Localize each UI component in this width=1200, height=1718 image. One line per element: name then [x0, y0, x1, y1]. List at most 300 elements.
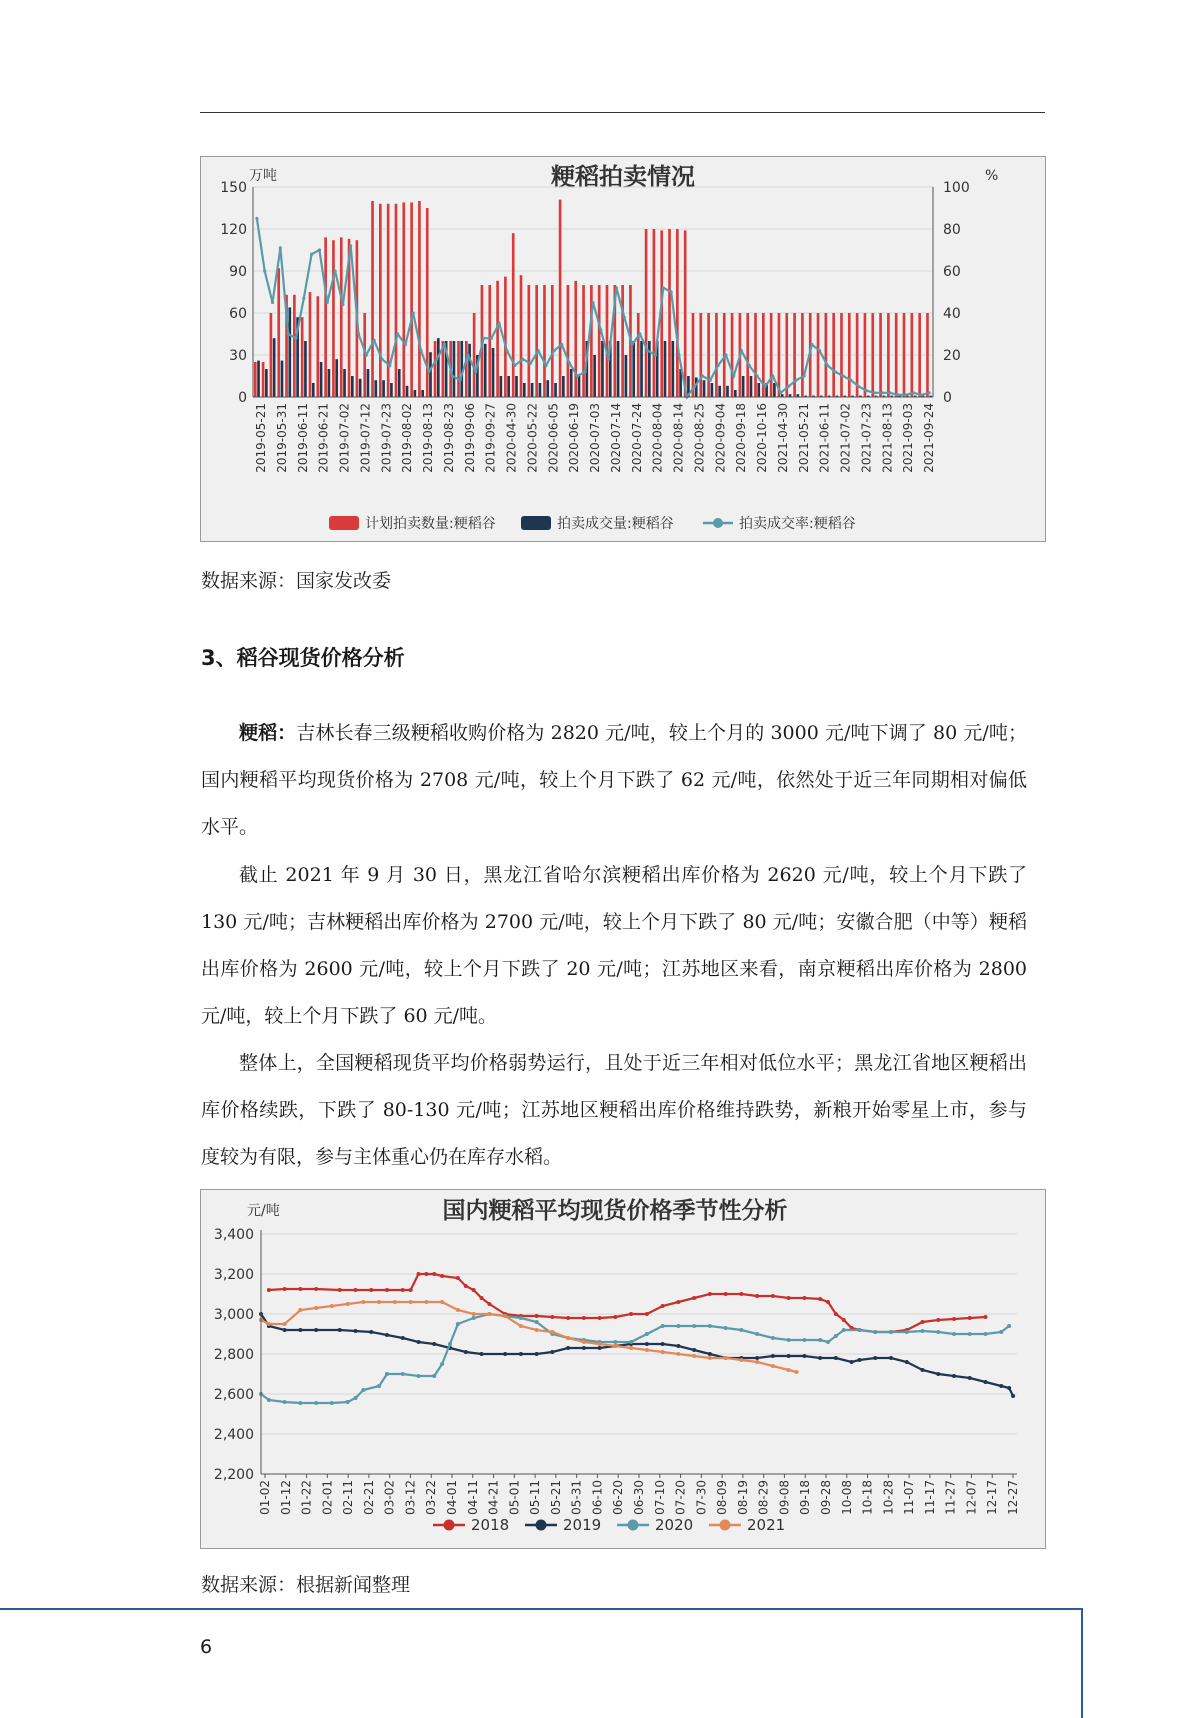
- chart2-point-2020: [456, 1322, 460, 1326]
- chart2-legend-label: 2020: [655, 1516, 694, 1534]
- chart2-point-2021: [472, 1312, 476, 1316]
- chart1-point-rate: [795, 379, 798, 382]
- chart2-point-2019: [802, 1354, 806, 1358]
- chart2-point-2020: [519, 1316, 523, 1320]
- chart2-point-2020: [936, 1330, 940, 1334]
- chart1-point-rate: [255, 217, 258, 220]
- chart1-legend-label: 拍卖成交量:粳稻谷: [557, 516, 674, 532]
- chart1-bar-deal: [734, 390, 737, 397]
- chart1-bar-deal: [421, 390, 424, 397]
- chart2-point-2021: [283, 1322, 287, 1326]
- chart2-point-2018: [464, 1284, 468, 1288]
- chart1-xtick: 2019-09-06: [462, 403, 477, 473]
- chart1-bar-plan: [785, 313, 788, 397]
- chart2-point-2020: [873, 1330, 877, 1334]
- chart2-xtick: 06-20: [611, 1480, 626, 1515]
- chart1-xtick: 2020-08-25: [692, 403, 707, 473]
- chart1-bar-deal: [382, 380, 385, 397]
- chart1-point-rate: [896, 393, 899, 396]
- chart1-bar-deal: [367, 369, 370, 397]
- chart1-bar-deal: [359, 379, 362, 397]
- chart1-bar-deal: [390, 383, 393, 397]
- chart1-xtick: 2020-07-24: [629, 403, 644, 473]
- chart1-xtick: 2020-08-14: [671, 403, 686, 473]
- chart2-point-2020: [330, 1401, 334, 1405]
- chart1-xtick: 2020-05-22: [525, 403, 540, 473]
- chart2-point-2021: [771, 1364, 775, 1368]
- chart1-point-rate: [670, 290, 673, 293]
- chart1-bar-plan: [817, 313, 820, 397]
- auction-chart: [200, 156, 1046, 542]
- chart2-point-2020: [921, 1329, 925, 1333]
- chart1-bar-deal: [273, 338, 276, 397]
- chart2-xtick: 01-02: [258, 1480, 272, 1515]
- chart2-point-2021: [424, 1300, 428, 1304]
- chart2-point-2021: [755, 1360, 759, 1364]
- chart1-point-rate: [568, 362, 571, 365]
- chart2-point-2018: [550, 1315, 554, 1319]
- chart2-xtick: 08-29: [756, 1480, 771, 1515]
- chart1-bar-plan: [270, 313, 273, 397]
- chart2-xtick: 12-07: [964, 1480, 979, 1515]
- source-note-1: 数据来源：国家发改委: [201, 570, 392, 592]
- chart1-point-rate: [263, 269, 266, 272]
- chart1-bar-plan: [301, 317, 304, 397]
- chart1-bar-plan: [864, 313, 867, 397]
- chart2-point-2019: [369, 1330, 373, 1334]
- chart1-xtick: 2019-08-13: [421, 403, 435, 473]
- chart1-bar-deal: [554, 383, 557, 397]
- chart1-bar-plan: [926, 313, 929, 397]
- chart2-xtick: 06-10: [590, 1480, 605, 1515]
- chart1-bar-plan: [715, 313, 718, 397]
- chart1-point-rate: [560, 343, 563, 346]
- chart2-point-2020: [661, 1324, 665, 1328]
- chart1-bar-deal: [671, 341, 674, 397]
- chart1-point-rate: [623, 316, 626, 319]
- chart2-point-2020: [346, 1400, 350, 1404]
- chart1-bar-deal: [750, 376, 753, 397]
- chart2-point-2018: [566, 1316, 570, 1320]
- chart2-point-2019: [936, 1372, 940, 1376]
- chart2-point-2019: [787, 1354, 791, 1358]
- chart2-point-2021: [787, 1368, 791, 1372]
- chart2-xtick: 12-17: [985, 1480, 1000, 1515]
- chart1-point-rate: [779, 391, 782, 394]
- chart2-point-2020: [787, 1338, 791, 1342]
- chart1-right-unit: %: [985, 168, 999, 184]
- chart2-point-2021: [346, 1302, 350, 1306]
- chart1-bar-plan: [316, 296, 319, 397]
- chart1-bar-plan: [918, 313, 921, 397]
- chart1-legend-swatch: [521, 516, 551, 530]
- chart1-xtick: 2019-06-11: [295, 403, 310, 473]
- chart1-bar-deal: [562, 376, 565, 397]
- chart2-point-2019: [1007, 1386, 1011, 1390]
- chart1-bar-plan: [277, 268, 280, 397]
- chart2-xtick: 07-20: [673, 1480, 688, 1515]
- paragraph-2: 截止 2021 年 9 月 30 日，黑龙江省哈尔滨粳稻出库价格为 2620 元/吨，较上个月下跌了 130 元/吨；吉林粳稻出库价格为 2700 元/吨，较上个月下跌了 80 元/吨；安徽合肥（中等）粳稻出库价格为 2600 元/吨，较上个月下跌了 20 元/吨；江苏地区来看，南京粳稻出库价格为 2800 元/吨，较上个月下跌了 60 元/吨。: [201, 864, 1027, 1027]
- chart2-point-2018: [369, 1288, 373, 1292]
- chart2-point-2020: [755, 1332, 759, 1336]
- chart1-bar-plan: [731, 313, 734, 397]
- chart2-point-2018: [487, 1302, 491, 1306]
- chart1-point-rate: [326, 301, 329, 304]
- chart1-bar-plan: [567, 285, 570, 397]
- chart1-point-rate: [701, 374, 704, 377]
- chart2-point-2020: [629, 1340, 633, 1344]
- chart2-point-2019: [283, 1328, 287, 1332]
- chart2-xtick: 01-22: [299, 1480, 314, 1515]
- chart1-bar-plan: [488, 285, 491, 397]
- chart1-point-rate: [388, 364, 391, 367]
- chart2-legend-label: 2019: [563, 1516, 602, 1534]
- chart2-point-2020: [417, 1374, 421, 1378]
- chart2-point-2021: [629, 1346, 633, 1350]
- chart1-bar-deal: [711, 383, 714, 397]
- chart1-point-rate: [771, 374, 774, 377]
- chart1-legend-label: 计划拍卖数量:粳稻谷: [365, 516, 496, 532]
- chart2-point-2020: [448, 1342, 452, 1346]
- chart2-xtick: 01-12: [278, 1480, 293, 1515]
- chart2-point-2021: [676, 1352, 680, 1356]
- chart2-legend-label: 2018: [471, 1516, 510, 1534]
- chart1-ytick-right: 100: [943, 180, 970, 196]
- chart1-point-rate: [834, 370, 837, 373]
- chart1-point-rate: [654, 353, 657, 356]
- chart2-xtick: 11-27: [943, 1480, 958, 1515]
- chart2-point-2018: [354, 1288, 358, 1292]
- chart1-point-rate: [826, 364, 829, 367]
- chart2-point-2021: [645, 1348, 649, 1352]
- chart1-point-rate: [552, 349, 555, 352]
- chart1-point-rate: [849, 379, 852, 382]
- chart1-xtick: 2019-08-23: [441, 403, 456, 473]
- chart2-point-2019: [952, 1374, 956, 1378]
- chart1-bar-deal: [492, 348, 495, 397]
- chart1-point-rate: [591, 301, 594, 304]
- chart1-point-rate: [920, 393, 923, 396]
- chart1-ytick-right: 20: [943, 348, 961, 364]
- chart2-xtick: 04-11: [465, 1480, 480, 1515]
- chart2-point-2019: [432, 1342, 436, 1346]
- chart2-point-2020: [826, 1340, 830, 1344]
- chart1-point-rate: [435, 358, 438, 361]
- chart2-point-2019: [873, 1356, 877, 1360]
- chart1-bar-plan: [582, 285, 585, 397]
- chart1-bar-plan: [434, 341, 437, 397]
- chart2-xtick: 02-01: [320, 1480, 335, 1515]
- chart1-bar-plan: [465, 341, 468, 397]
- chart2-point-2019: [905, 1360, 909, 1364]
- chart1-bar-deal: [500, 376, 503, 397]
- chart1-point-rate: [638, 332, 641, 335]
- chart2-point-2021: [314, 1306, 318, 1310]
- paragraph-3: 整体上，全国粳稻现货平均价格弱势运行，且处于近三年相对低位水平；黑龙江省地区粳稻出库价格续跌，下跌了 80-130 元/吨；江苏地区粳稻出库价格维持跌势，新粮开始零星上市，参与度较为有限，参与主体重心仍在库存水稻。: [201, 1052, 1027, 1168]
- chart2-point-2019: [298, 1328, 302, 1332]
- chart1-point-rate: [662, 286, 665, 289]
- chart1-point-rate: [599, 328, 602, 331]
- chart1-bar-plan: [668, 229, 671, 397]
- chart2-point-2018: [755, 1294, 759, 1298]
- chart1-xtick: 2020-06-19: [567, 403, 582, 473]
- chart1-point-rate: [709, 379, 712, 382]
- chart1-point-rate: [404, 343, 407, 346]
- chart1-bar-deal: [539, 383, 542, 397]
- chart2-point-2019: [338, 1328, 342, 1332]
- chart1-bar-deal: [281, 361, 284, 397]
- chart2-point-2018: [432, 1272, 436, 1276]
- chart1-bar-plan: [262, 362, 265, 397]
- chart1-point-rate: [802, 374, 805, 377]
- chart1-bar-deal: [335, 359, 338, 397]
- chart2-point-2020: [984, 1332, 988, 1336]
- chart1-point-rate: [294, 337, 297, 340]
- chart2-point-2019: [385, 1333, 389, 1337]
- chart2-point-2021: [566, 1336, 570, 1340]
- chart2-legend-marker: [628, 1520, 639, 1531]
- chart1-bar-plan: [840, 313, 843, 397]
- chart2-legend-marker: [444, 1520, 455, 1531]
- chart2-point-2021: [550, 1330, 554, 1334]
- chart2-ytick: 2,400: [213, 1427, 254, 1443]
- chart2-point-2019: [968, 1376, 972, 1380]
- chart2-xtick: 07-30: [694, 1480, 709, 1515]
- chart1-bar-plan: [496, 281, 499, 397]
- chart1-bar-plan: [457, 341, 460, 397]
- chart2-point-2019: [771, 1354, 775, 1358]
- chart2-point-2018: [417, 1272, 421, 1276]
- chart2-point-2018: [424, 1272, 428, 1276]
- chart1-point-rate: [505, 349, 508, 352]
- chart2-xtick: 02-21: [361, 1480, 376, 1515]
- chart2-point-2020: [314, 1401, 318, 1405]
- chart1-ytick-left: 60: [229, 306, 247, 322]
- chart2-point-2020: [818, 1338, 822, 1342]
- chart1-point-rate: [716, 364, 719, 367]
- source-note-2: 数据来源：根据新闻整理: [201, 1574, 411, 1596]
- chart1-bar-plan: [676, 229, 679, 397]
- chart2-point-2018: [802, 1296, 806, 1300]
- chart1-point-rate: [451, 374, 454, 377]
- chart2-unit: 元/吨: [247, 1203, 280, 1219]
- chart1-point-rate: [888, 391, 891, 394]
- chart1-bar-deal: [625, 355, 628, 397]
- chart2-xtick: 09-18: [798, 1480, 813, 1515]
- chart2-point-2020: [834, 1334, 838, 1338]
- chart1-bar-deal: [515, 376, 518, 397]
- chart2-point-2019: [503, 1352, 507, 1356]
- chart1-xtick: 2019-05-31: [274, 403, 289, 473]
- chart1-bar-deal: [320, 362, 323, 397]
- chart1-point-rate: [380, 358, 383, 361]
- chart2-point-2019: [582, 1346, 586, 1350]
- chart2-xtick: 10-28: [881, 1480, 896, 1515]
- chart1-xtick: 2019-06-21: [316, 403, 331, 473]
- paragraph-1-body: 吉林长春三级粳稻收购价格为 2820 元/吨，较上个月的 3000 元/吨下调了 80 元/吨；国内粳稻平均现货价格为 2708 元/吨，较上个月下跌了 62 元/吨，依然处于近三年同期相对偏低水平。: [201, 722, 1027, 838]
- chart1-bar-plan: [309, 292, 312, 397]
- chart1-bar-plan: [512, 233, 515, 397]
- chart2-point-2018: [598, 1316, 602, 1320]
- chart1-point-rate: [498, 322, 501, 325]
- chart1-ytick-right: 0: [943, 390, 952, 406]
- paragraph-1: [201, 710, 1027, 851]
- chart1-bar-plan: [848, 313, 851, 397]
- chart2-point-2020: [739, 1328, 743, 1332]
- chart2-point-2018: [676, 1300, 680, 1304]
- chart2-point-2021: [393, 1300, 397, 1304]
- chart2-point-2018: [385, 1288, 389, 1292]
- chart1-point-rate: [763, 385, 766, 388]
- chart2-point-2019: [566, 1346, 570, 1350]
- chart2-point-2020: [724, 1326, 728, 1330]
- chart2-point-2019: [417, 1340, 421, 1344]
- chart1-bar-deal: [578, 376, 581, 397]
- chart1-point-rate: [818, 349, 821, 352]
- chart1-bar-plan: [418, 201, 421, 397]
- chart2-point-2020: [952, 1332, 956, 1336]
- chart1-legend-swatch: [329, 516, 359, 530]
- chart2-point-2018: [739, 1292, 743, 1296]
- chart1-xtick: 2020-09-18: [734, 403, 749, 473]
- chart2-point-2018: [314, 1287, 318, 1291]
- chart2-point-2021: [582, 1340, 586, 1344]
- chart2-point-2019: [999, 1384, 1003, 1388]
- chart1-xtick: 2020-08-04: [650, 403, 665, 473]
- chart1-legend-label: 拍卖成交率:粳稻谷: [739, 516, 856, 532]
- chart2-xtick: 05-11: [528, 1480, 543, 1515]
- chart1-point-rate: [615, 286, 618, 289]
- chart1-bar-deal: [601, 341, 604, 397]
- chart2-legend-label: 2021: [747, 1516, 786, 1534]
- chart1-bar-deal: [664, 341, 667, 397]
- chart1-point-rate: [529, 362, 532, 365]
- chart1-bar-plan: [340, 237, 343, 397]
- chart2-point-2018: [692, 1296, 696, 1300]
- chart1-bar-deal: [773, 383, 776, 397]
- chart1-bar-plan: [543, 285, 546, 397]
- chart2-xtick: 11-07: [902, 1480, 917, 1515]
- chart1-xtick: 2020-04-30: [504, 403, 519, 473]
- chart1-bar-plan: [746, 313, 749, 397]
- chart2-point-2019: [598, 1346, 602, 1350]
- chart2-point-2020: [771, 1336, 775, 1340]
- chart2-point-2019: [692, 1348, 696, 1352]
- chart1-bar-plan: [653, 229, 656, 397]
- chart1-bar-deal: [351, 376, 354, 397]
- chart1-bar-plan: [371, 201, 374, 397]
- chart2-point-2019: [354, 1329, 358, 1333]
- chart1-xtick: 2021-04-30: [775, 403, 790, 473]
- chart2-xtick: 05-21: [548, 1480, 563, 1515]
- chart2-point-2021: [708, 1356, 712, 1360]
- chart2-point-2021: [519, 1324, 523, 1328]
- chart1-point-rate: [396, 332, 399, 335]
- chart2-point-2018: [724, 1292, 728, 1296]
- chart1-xtick: 2021-09-24: [922, 403, 936, 473]
- chart1-bar-plan: [801, 313, 804, 397]
- chart1-point-rate: [677, 353, 680, 356]
- chart1-xtick: 2021-05-21: [796, 403, 811, 473]
- chart1-point-rate: [365, 353, 368, 356]
- chart1-bar-plan: [528, 285, 531, 397]
- chart1-bar-deal: [312, 383, 315, 397]
- chart1-ytick-left: 150: [220, 180, 247, 196]
- chart2-xtick: 11-17: [922, 1480, 937, 1515]
- page-number: 6: [200, 1636, 213, 1658]
- chart1-bar-deal: [265, 369, 268, 397]
- chart1-xtick: 2019-08-02: [400, 403, 415, 473]
- section-heading: 3、稻谷现货价格分析: [201, 646, 405, 670]
- chart2-ytick: 3,200: [213, 1267, 254, 1283]
- chart2-point-2019: [645, 1342, 649, 1346]
- chart2-point-2020: [842, 1328, 846, 1332]
- chart2-point-2019: [1011, 1394, 1015, 1398]
- chart1-bar-deal: [257, 361, 260, 397]
- chart1-point-rate: [482, 337, 485, 340]
- chart2-point-2020: [432, 1374, 436, 1378]
- chart1-point-rate: [419, 349, 422, 352]
- chart2-point-2020: [889, 1330, 893, 1334]
- chart2-point-2018: [842, 1318, 846, 1322]
- chart2-point-2018: [936, 1318, 940, 1322]
- chart2-point-2018: [661, 1304, 665, 1308]
- chart2-ytick: 2,800: [213, 1347, 254, 1363]
- chart2-xtick: 09-08: [777, 1480, 792, 1515]
- chart2-point-2018: [645, 1312, 649, 1316]
- chart1-bar-plan: [324, 237, 327, 397]
- chart2-point-2021: [361, 1300, 365, 1304]
- chart2-legend-marker: [720, 1520, 731, 1531]
- chart1-point-rate: [333, 269, 336, 272]
- chart2-point-2018: [283, 1287, 287, 1291]
- chart1-bar-plan: [559, 200, 562, 397]
- chart1-xtick: 2021-06-11: [817, 403, 832, 473]
- chart1-point-rate: [740, 349, 743, 352]
- chart1-xtick: 2020-09-04: [713, 403, 728, 473]
- chart2-point-2019: [834, 1356, 838, 1360]
- chart2-point-2019: [708, 1352, 712, 1356]
- chart2-point-2020: [377, 1384, 381, 1388]
- chart1-bar-deal: [343, 369, 346, 397]
- chart2-xtick: 04-21: [486, 1480, 501, 1515]
- chart2-xtick: 09-28: [819, 1480, 833, 1515]
- chart1-point-rate: [724, 353, 727, 356]
- chart1-bar-deal: [570, 369, 573, 397]
- chart2-ytick: 3,400: [213, 1227, 254, 1243]
- chart1-bar-plan: [402, 202, 405, 397]
- chart2-xtick: 05-31: [569, 1480, 584, 1515]
- chart2-point-2020: [472, 1316, 476, 1320]
- chart1-point-rate: [357, 332, 360, 335]
- chart1-ytick-left: 120: [220, 222, 247, 238]
- chart2-point-2021: [598, 1342, 602, 1346]
- chart1-point-rate: [787, 385, 790, 388]
- chart1-point-rate: [810, 343, 813, 346]
- chart1-point-rate: [904, 393, 907, 396]
- chart1-point-rate: [865, 389, 868, 392]
- chart2-xtick: 10-18: [860, 1480, 875, 1515]
- chart2-point-2021: [692, 1354, 696, 1358]
- chart1-bar-deal: [484, 344, 487, 397]
- chart1-xtick: 2021-07-02: [838, 403, 853, 473]
- chart1-point-rate: [271, 301, 274, 304]
- chart1-bar-plan: [332, 240, 335, 397]
- chart2-point-2019: [889, 1356, 893, 1360]
- chart2-point-2018: [298, 1287, 302, 1291]
- chart2-point-2019: [818, 1356, 822, 1360]
- chart2-point-2018: [708, 1292, 712, 1296]
